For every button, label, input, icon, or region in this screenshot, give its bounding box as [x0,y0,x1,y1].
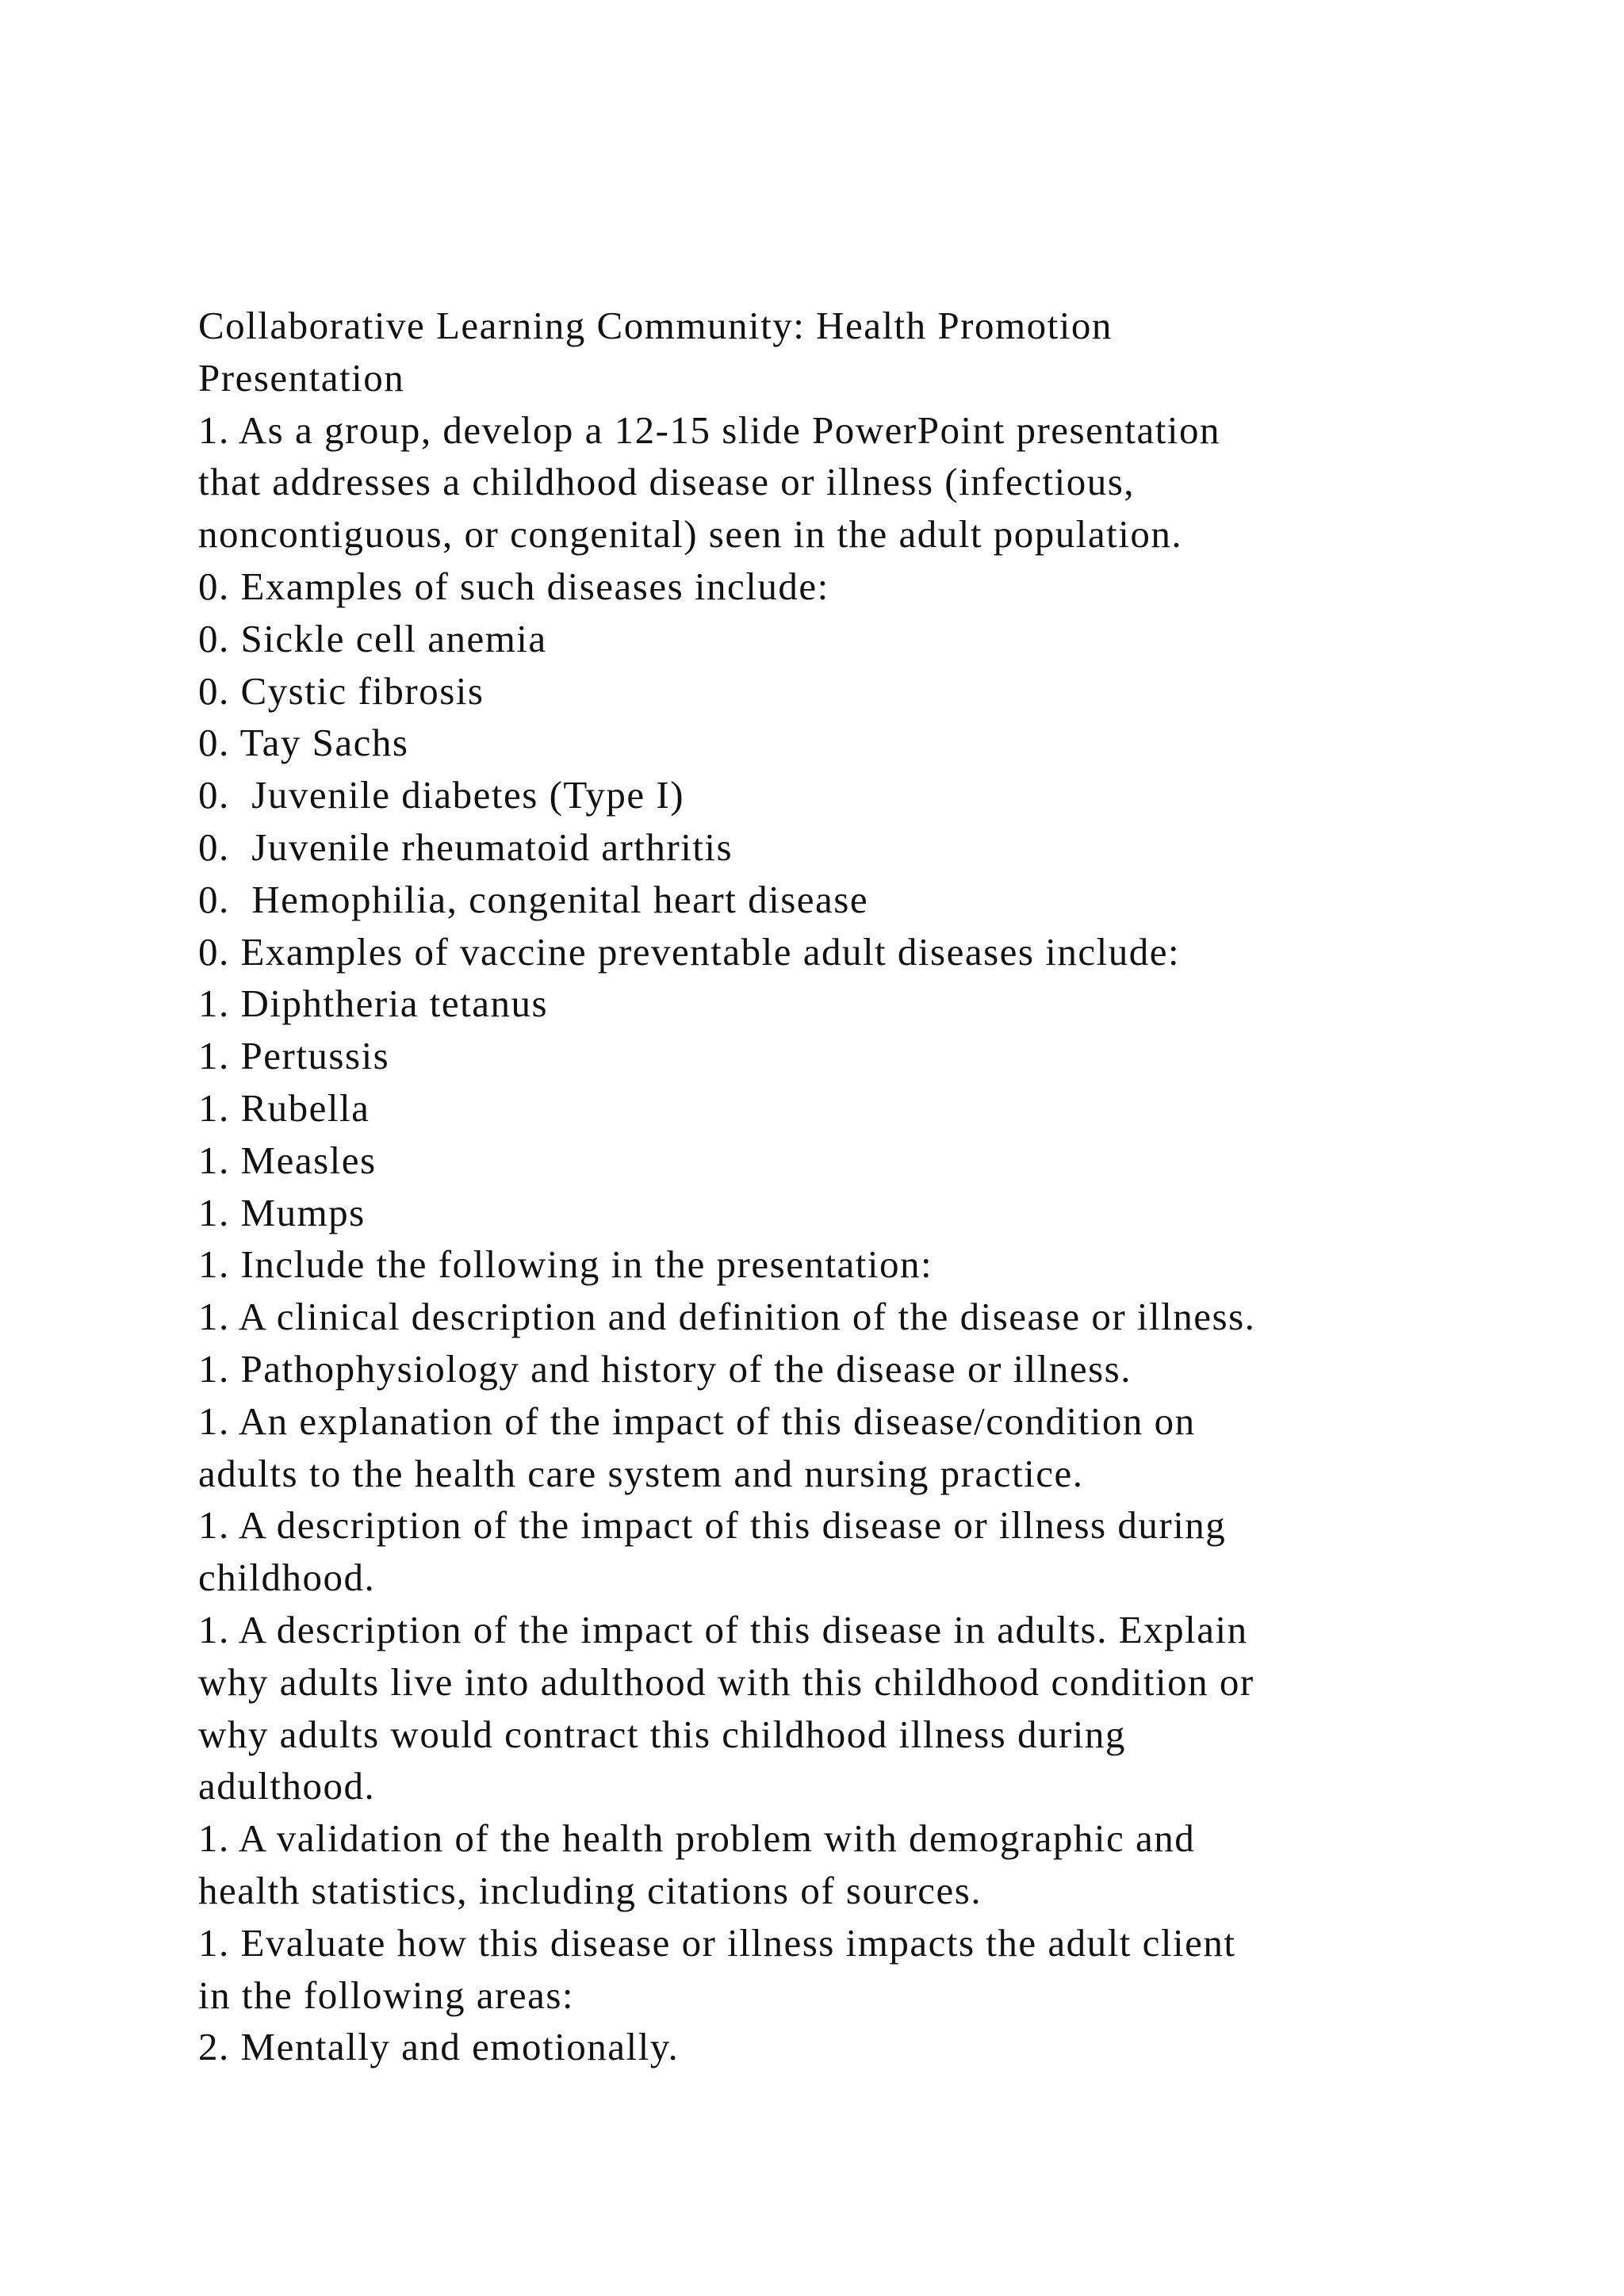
list-item: 1. A clinical description and definition of the disease or illness. [198,1295,1256,1339]
list-item: 0. Sickle cell anemia [198,616,547,660]
text-line: noncontiguous, or congenital) seen in the adult population. [198,512,1183,557]
text-line: in the following areas: [198,1973,575,2017]
document-title-line-2: Presentation [198,355,405,400]
list-item: 1. Rubella [198,1085,370,1130]
list-item: 1. A description of the impact of this disease in adults. Explain [198,1607,1248,1651]
list-item: 0. Juvenile diabetes (Type I) [198,773,685,817]
list-item: 1. Include the following in the presentation: [198,1242,933,1287]
list-item: 1. A description of the impact of this disease or illness during [198,1503,1227,1548]
list-item: 1. Pathophysiology and history of the disease or illness. [198,1346,1132,1391]
text-line: 1. As a group, develop a 12-15 slide PowerPoint presentation [198,408,1220,452]
list-item: 1. An explanation of the impact of this disease/condition on [198,1399,1196,1443]
text-line: why adults would contract this childhood illness during [198,1712,1126,1756]
list-item: 1. Diphtheria tetanus [198,982,549,1026]
document-title-line-1: Collaborative Learning Community: Health Promotion [198,304,1113,347]
text-line: health statistics, including citations of sources. [198,1868,982,1912]
list-item: 1. Mumps [198,1190,366,1234]
document-body [198,300,1499,2073]
text-line: why adults live into adulthood with this childhood condition or [198,1659,1254,1704]
text-line: that addresses a childhood disease or illness (infectious, [198,460,1136,504]
list-item: 0. Examples of vaccine preventable adult diseases include: [198,929,1181,974]
list-item: 0. Hemophilia, congenital heart disease [198,877,869,921]
list-item: 1. Evaluate how this disease or illness impacts the adult client [198,1920,1236,1965]
list-item: 1. A validation of the health problem with demographic and [198,1816,1196,1861]
text-line: adults to the health care system and nursing practice. [198,1451,1084,1495]
text-line: adulthood. [198,1764,376,1808]
list-item: 0. Juvenile rheumatoid arthritis [198,825,733,869]
list-item: 0. Examples of such diseases include: [198,564,829,608]
list-item: 0. Cystic fibrosis [198,668,485,713]
text-line: childhood. [198,1556,376,1600]
list-item: 2. Mentally and emotionally. [198,2025,680,2069]
list-item: 1. Pertussis [198,1034,390,1078]
list-item: 1. Measles [198,1138,377,1182]
list-item: 0. Tay Sachs [198,721,409,765]
